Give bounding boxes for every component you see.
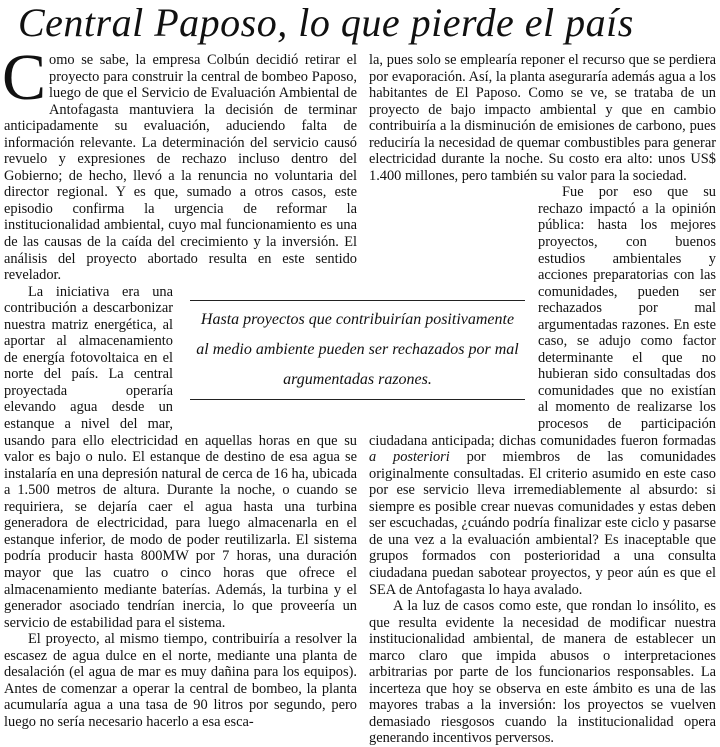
emphasis-text: a posteriori bbox=[369, 449, 450, 466]
paragraph-text: El proyecto, al mismo tiempo, contribuiría a resolver la escasez de agua dulce en el norte, mediante una planta de desalación (el agua de mar es muy dañina para los equipos). Antes de comenzar a operar la central de bombeo, la planta acumularía agua a una tasa de 90 litros por segundo, pero luego no sería necesario hacerlo a esa esca- bbox=[4, 631, 357, 730]
paragraph-text: omo se sabe, la empresa Colbún decidió retirar el proyecto para construir la central de bombeo Paposo, luego de que el Servicio de Evaluación Ambiental de Antofagasta mantuviera la decisión de terminar anticipadamente su evaluación, aduciendo falta de información relevante. La determinación del servicio causó revuelo y expresiones de rechazo incluso dentro del Gobierno; de hecho, llevó a la renuncia no voluntaria del director regional. Y es que, sumado a otros casos, este episodio confirma la urgencia de reformar la institucionalidad ambiental, cuyo mal funcionamiento es una de las causas de la caída del crecimiento y la inversión. El análisis del proyecto abortado resulta en este sentido revelador. bbox=[4, 52, 357, 284]
drop-cap: C bbox=[2, 41, 47, 114]
headline: Central Paposo, lo que pierde el país bbox=[18, 0, 634, 45]
paragraph-text: A la luz de casos como este, que rondan lo insólito, es que resulta evidente la necesidad de modificar nuestra institucionalidad ambiental, de manera de establecer un marco claro que impida abusos o interpretaciones arbitrarias por parte de los funcionarios responsables. La incerteza que hoy se observa en este ámbito es una de las mayores trabas a la inversión: los proyectos se vuelven demasiado riesgosos cuando la institucionalidad opera generando incentivos perversos. bbox=[369, 598, 716, 747]
paragraph-text: por miembros de las comunidades originalmente consultadas. El criterio asumido en este caso por ese servicio lleva irremediablemente al absurdo: si siempre es posible crear nuevas comunidades y estas deben ser escuchadas, ¿cuándo podría finalizar este ciclo y pasarse de una vez a la evaluación ambiental? Es inaceptable que grupos formados con posterioridad a una consulta ciudadana puedan sabotear proyectos, y peor aún es que el SEA de Antofagasta lo haya avalado. bbox=[369, 449, 716, 598]
paragraph bbox=[369, 598, 716, 747]
paragraph bbox=[2, 41, 357, 284]
paragraph-text: La iniciativa era una contribución a descarbonizar nuestra matriz energética, al aportar al almacenamiento de energía fotovoltaica en el norte del país. La central proyectada operaría elevando agua desde un estanque a nivel del mar, usando para ello electricidad en aquellas horas en que su valor es bajo o nulo. El estanque de destino de esa agua se instalaría en una depresión natural de cerca de 16 ha, ubicada a 1.500 metros de altura. Durante la noche, o cuando se requiriera, se dejaría caer el agua hasta una turbina generadora de electricidad, para luego almacenarla en el estanque inferior, de modo de poder reutilizarla. El sistema podría producir hasta 800MW por 7 horas, una duración mayor que las cuatro o cinco horas que ofrece el almacenamiento mediante baterías. Además, la turbina y el generador asociado tendrían inercia, lo que proveería un servicio de estabilidad para el sistema. bbox=[4, 283, 357, 631]
paragraph bbox=[369, 52, 716, 184]
paragraph-text: la, pues solo se emplearía reponer el recurso que se perdiera por evaporación. Así, la planta aseguraría además agua a los habitantes de El Paposo. Como se ve, se trataba de un proyecto de bajo impacto ambiental y que en cambio contribuiría a la disminución de emisiones de carbono, pues reduciría la necesidad de quemar combustibles para generar electricidad durante la noche. Su costo era alto: unos US$ 1.400 millones, pero también su valor para la sociedad. bbox=[369, 52, 716, 184]
paragraph bbox=[4, 631, 357, 730]
pull-quote-text: Hasta proyectos que contribuirían positivamente al medio ambiente pueden ser rechazados por mal argumentadas razones. bbox=[196, 311, 519, 388]
pull-quote bbox=[190, 300, 525, 400]
paragraph-text: Fue por eso que su rechazo impactó a la opinión pública: hasta los mejores proyectos, con buenos estudios ambientales y acciones preparatorias con las comunidades, pueden ser rechazados por mal argumentadas razones. En este caso, se adujo como factor determinante el que no hubieran sido consultadas dos comunidades que no existían al momento de realizarse los procesos de participación ciudadana anticipada; dichas comunidades fueron formadas bbox=[369, 184, 716, 449]
